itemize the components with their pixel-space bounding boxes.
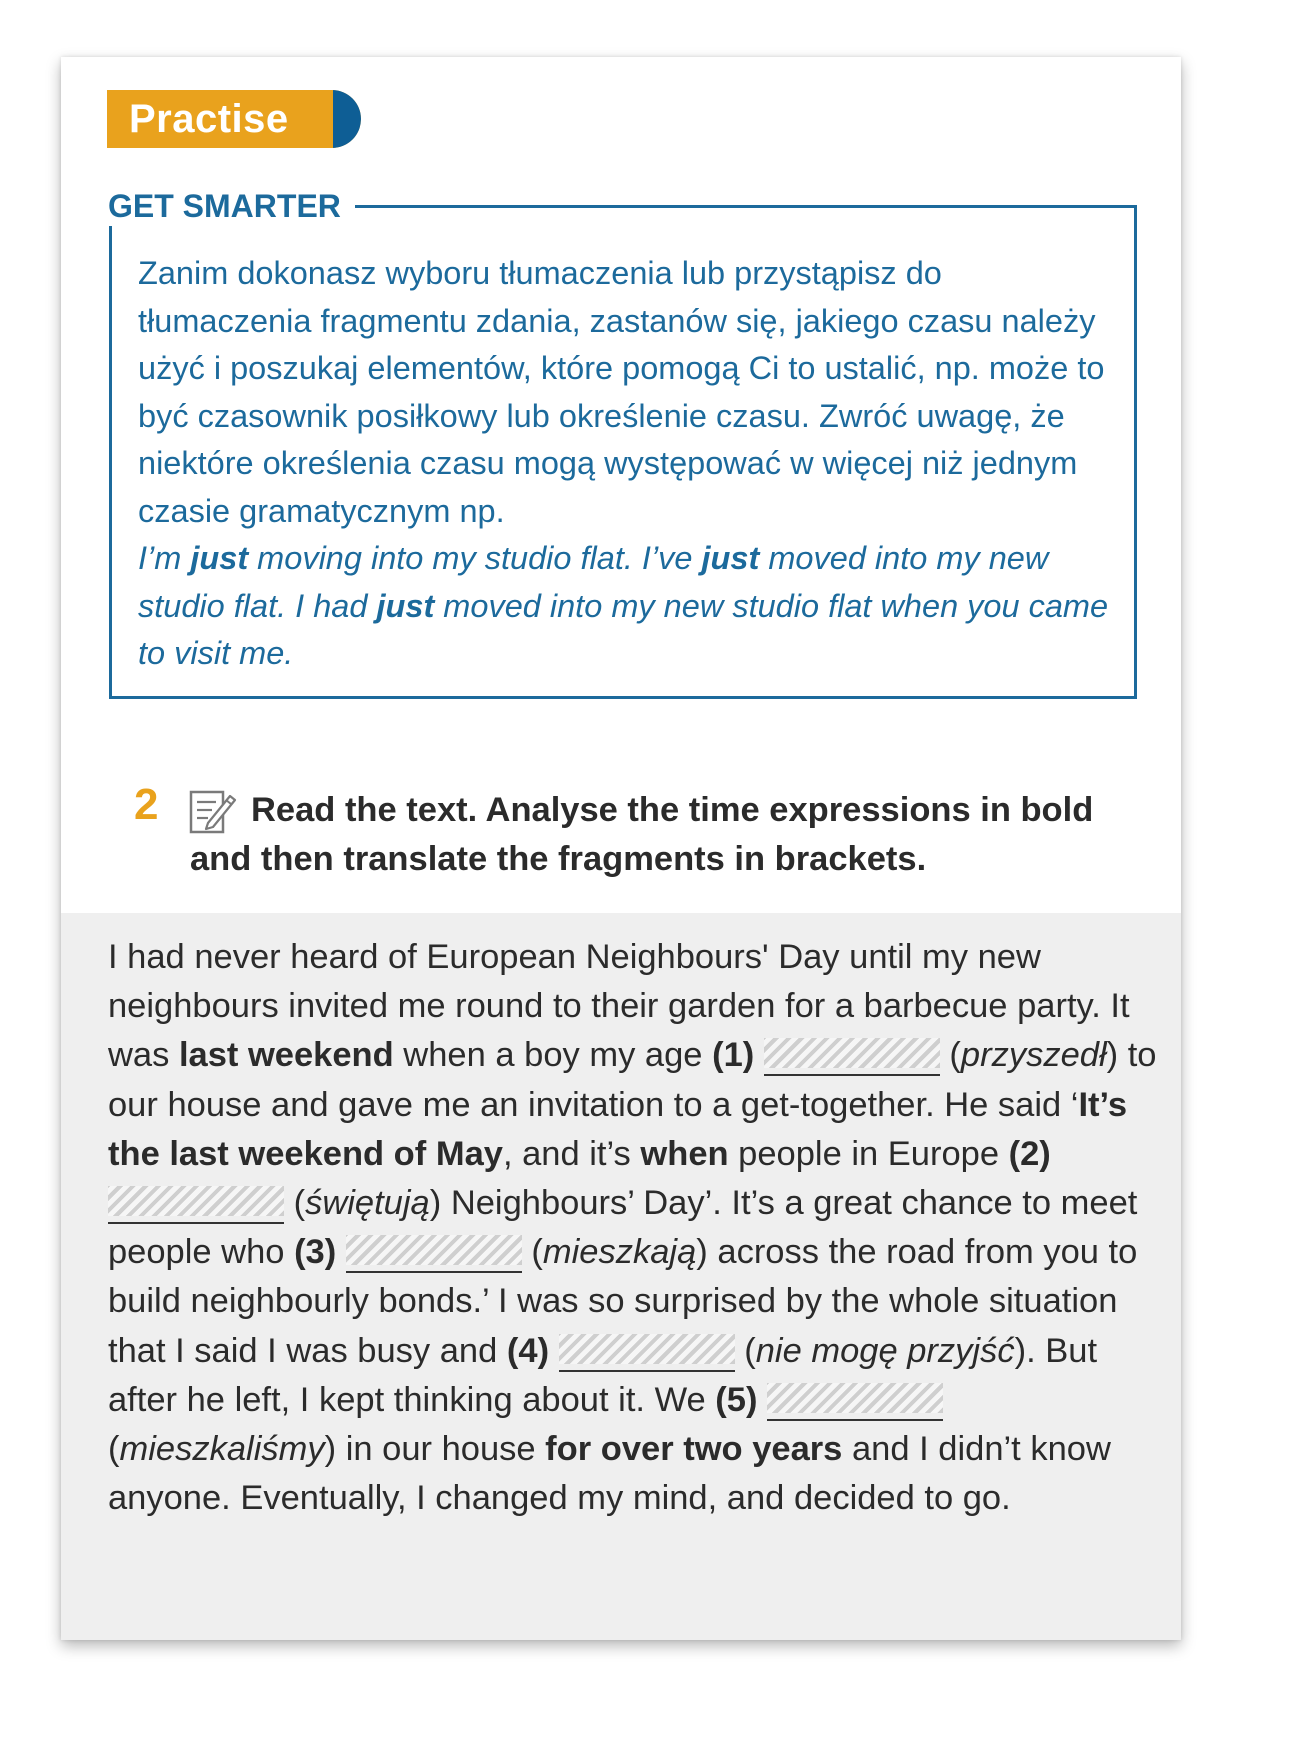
time-expression: when bbox=[640, 1134, 729, 1173]
answer-gap-5[interactable] bbox=[767, 1383, 943, 1421]
get-smarter-text bbox=[138, 250, 1123, 678]
tip-example-3: I had just moved into my new studio flat when you came to visit me. bbox=[138, 587, 1109, 671]
time-expression: last weekend bbox=[178, 1036, 394, 1075]
time-expression: for over two years bbox=[545, 1430, 843, 1469]
answer-gap-4[interactable] bbox=[559, 1334, 735, 1372]
answer-gap-3[interactable] bbox=[346, 1235, 522, 1273]
gap-number-5: (5) bbox=[715, 1380, 758, 1419]
answer-gap-2[interactable] bbox=[108, 1186, 284, 1224]
polish-hint-3: mieszkają bbox=[542, 1233, 697, 1272]
practise-badge-label: Practise bbox=[129, 97, 289, 141]
polish-hint-5: mieszkaliśmy bbox=[119, 1430, 325, 1469]
gap-number-1: (1) bbox=[712, 1036, 755, 1075]
practise-badge bbox=[107, 90, 361, 148]
tip-example-1: I’m just moving into my studio flat. bbox=[138, 540, 642, 576]
tip-example-3-keyword: just bbox=[376, 587, 435, 624]
polish-hint-4: nie mogę przyjść bbox=[755, 1331, 1015, 1370]
tip-example-2: I’ve just moved into my new studio flat. bbox=[138, 540, 1049, 624]
gap-number-4: (4) bbox=[506, 1331, 550, 1370]
tip-example-2-keyword: just bbox=[701, 540, 760, 576]
task-number: 2 bbox=[134, 780, 159, 829]
tip-example-1-keyword: just bbox=[190, 540, 249, 576]
tip-body: Zanim dokonasz wyboru tłumaczenia lub przystąpisz do tłumaczenia fragmentu zdania, zastanów się, jakiego czasu należy użyć i poszukaj elementów, które pomogą Ci to ustalić, np. może to być czasownik posiłkowy lub określenie czasu. Zwróć uwagę, że niektóre określenia czasu mogą występować w więcej niż jednym czasie gramatycznym np. bbox=[138, 255, 1105, 529]
time-expression: It’s the last weekend of May bbox=[108, 1085, 1128, 1173]
gap-number-2: (2) bbox=[1008, 1134, 1051, 1173]
reading-text: I had never heard of European Neighbours' Day until my new neighbours invited me round to their garden for a barbecue party. It was last weekend when a boy my age (1) (przyszedł) to our house and gave me an invitation to a get-together. He said ‘It’s the last weekend of May, and it’s when people in Europe (2) (świętują) Neighbours’ Day’. It’s a great chance to meet people who (3) (mieszkają) across the road from you to build neighbourly bonds.’ I was so surprised by the whole situation that I said I was busy and (4) (nie mogę przyjść). But after he left, I kept thinking about it. We (5) (mieszkaliśmy) in our house for over two years and I didn’t know anyone. Eventually, I changed my mind, and decided to go. bbox=[108, 938, 1157, 1518]
get-smarter-heading: GET SMARTER bbox=[100, 186, 355, 226]
gap-number-3: (3) bbox=[294, 1233, 337, 1272]
task-instruction: Read the text. Analyse the time expressions in bold and then translate the fragments in brackets. bbox=[190, 791, 1094, 878]
answer-gap-1[interactable] bbox=[764, 1038, 940, 1076]
polish-hint-2: świętują bbox=[305, 1184, 430, 1223]
polish-hint-1: przyszedł bbox=[960, 1036, 1107, 1075]
